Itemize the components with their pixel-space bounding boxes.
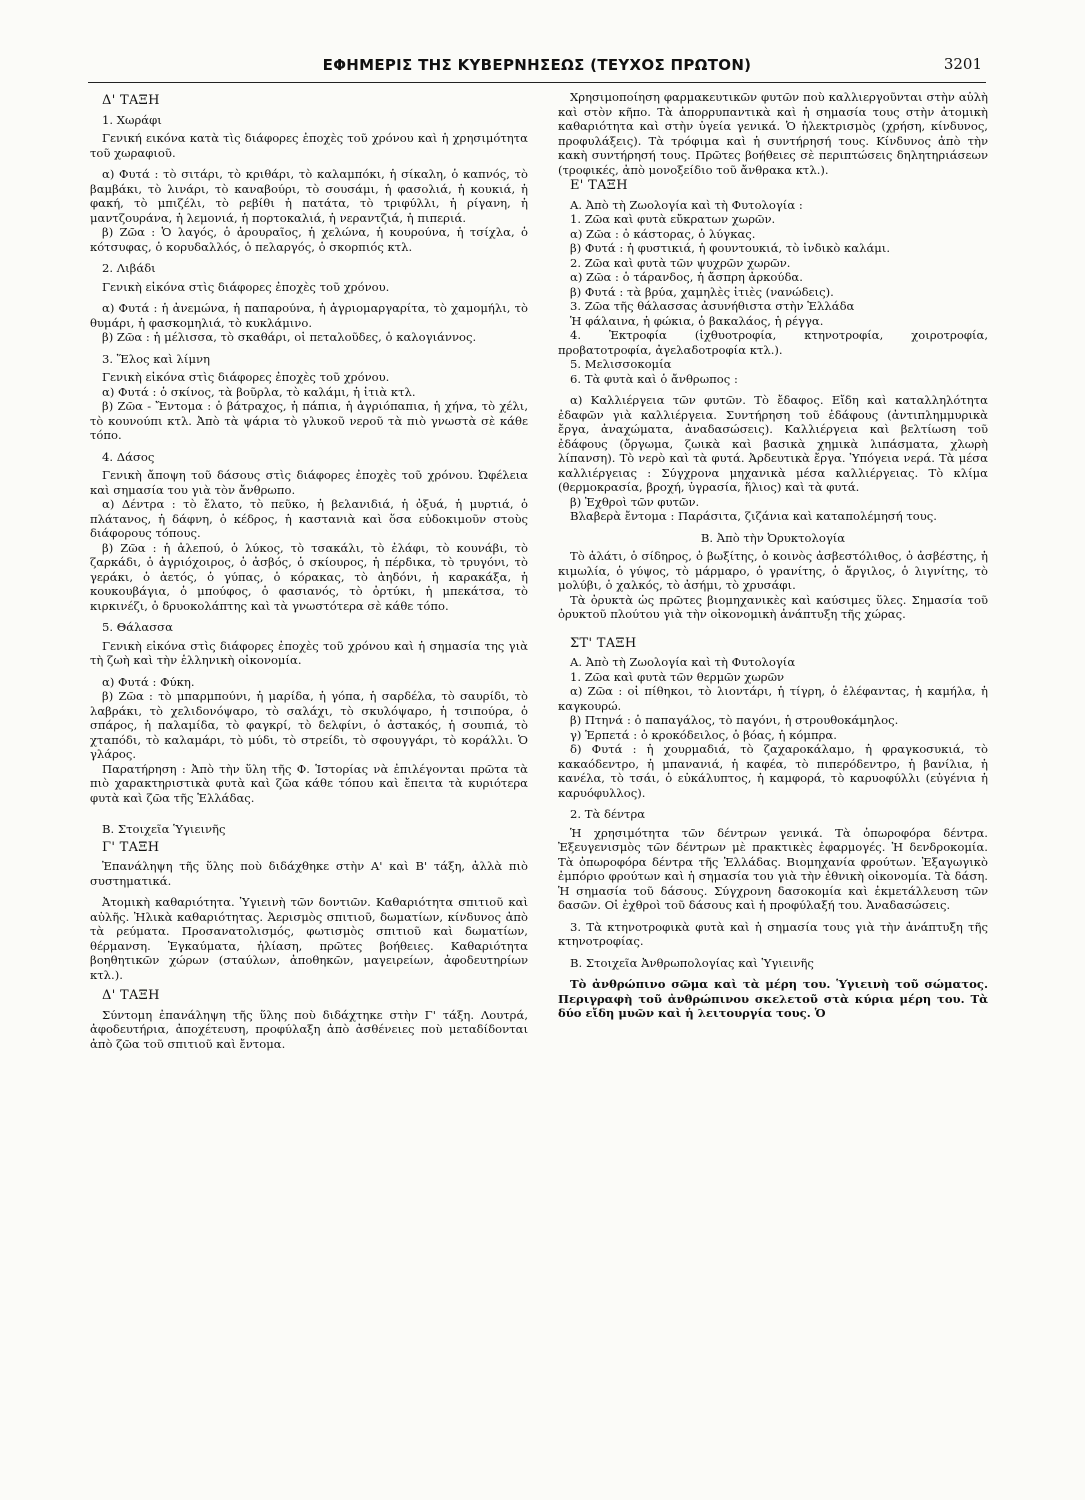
page-header (88, 52, 986, 83)
section-title: Α. Ἀπὸ τὴ Ζωολογία καὶ τὴ Φυτολογία (570, 655, 796, 669)
paragraph: Γενικὴ εἰκόνα στὶς διάφορες ἐποχὲς τοῦ χρόνου. (102, 370, 390, 384)
list-item: α) Ζῶα : ὁ κάστορας, ὁ λύγκας. (570, 226, 756, 241)
paragraph: Τὸ ἀνθρώπινο σῶμα καὶ τὰ μέρη του. Ὑγιεινὴ τοῦ σώματος. Περιγραφὴ τοῦ ἀνθρώπινου σκελετοῦ στὰ κύρια μέρη του. Τὰ δύο εἴδη μυῶν καὶ ἡ λειτουργία τους. Ὁ (558, 977, 988, 1020)
list-item: β) Φυτά : ἡ φυστικιά, ἡ φουντουκιά, τὸ ἰνδικὸ καλάμι. (570, 241, 891, 255)
list-item: 2. Ζῶα καὶ φυτὰ τῶν ψυχρῶν χωρῶν. (570, 255, 791, 270)
paragraph: Τὰ ὀρυκτὰ ὡς πρῶτες βιομηχανικὲς καὶ καύσιμες ὕλες. Σημασία τοῦ ὀρυκτοῦ πλούτου γιὰ τὴν οἰκονομικὴ ἀνάπτυξη τῆς χώρας. (558, 592, 988, 621)
section-title: 5. Θάλασσα (102, 620, 173, 634)
paragraph: β) Ζῶα : τὸ μπαρμπούνι, ἡ μαρίδα, ἡ γόπα, ἡ σαρδέλα, τὸ σαυρίδι, τὸ λαβράκι, τὸ χελιδονόψαρο, τὸ σαλάχι, τὸ σκυλόψαρο, ἡ τσιπούρα, ὁ σπάρος, ἡ παλαμίδα, τὸ φαγκρί, τὸ δελφίνι, ὁ ἀστακός, ἡ σουπιά, τὸ χταπόδι, τὸ καλαμάρι, τὸ μύδι, τὸ στρείδι, τὸ σφουγγάρι, τὸ κοράλλι. Ὁ γλάρος. (90, 689, 528, 761)
paragraph: α) Καλλιέργεια τῶν φυτῶν. Τὸ ἔδαφος. Εἴδη καὶ καταλληλότητα ἐδαφῶν γιὰ καλλιέργεια. Συντήρηση τοῦ ἐδάφους (ἀντιπλημμυρικὰ ἔργα, ἀναχώματα, ἀναδασώσεις). Καλλιέργεια καὶ βελτίωση τοῦ ἐδάφους (ὄργωμα, ζωικὰ καὶ βασικὰ χημικὰ λιπάσματα, χλωρὴ λίπανση). Τὸ νερὸ καὶ τὰ φυτά. Ἀρδευτικὰ ἔργα. Ὑπόγεια νερά. Τὰ μέσα καλλιέργειας : Σύγχρονα μηχανικὰ μέσα καλλιέργειας. Τὸ κλίμα (θερμοκρασία, βροχή, ὑγρασία, ἥλιος) καὶ τὰ φυτά. (558, 393, 988, 494)
paragraph: α) Φυτά : τὸ σιτάρι, τὸ κριθάρι, τὸ καλαμπόκι, ἡ σίκαλη, ὁ καπνός, τὸ βαμβάκι, τὸ λινάρι, τὸ καναβούρι, τὸ σουσάμι, ἡ φασολιά, ἡ κουκιά, ἡ φακή, τὸ μπιζέλι, τὸ ρεβίθι ἡ πατάτα, τὸ τριφύλλι, ἡ ρίγανη, ἡ μαντζουράνα, ἡ λεμονιά, ἡ πορτοκαλιά, ἡ νεραντζιά, ἡ πιπεριά. (90, 167, 528, 225)
list-item: γ) Ἑρπετά : ὁ κροκόδειλος, ὁ βόας, ἡ κόμπρα. (570, 727, 837, 742)
paragraph: β) Ζῶα : Ὁ λαγός, ὁ ἀρουραῖος, ἡ χελώνα, ἡ κουρούνα, ἡ τσίχλα, ὁ κότσυφας, ὁ κορυδαλλός, ὁ πελαργός, ὁ σκορπιός κτλ. (90, 225, 528, 254)
section-title: 2. Λιβάδι (102, 261, 156, 275)
section-title: 1. Χωράφι (102, 112, 162, 127)
grade-heading: Δ' ΤΑΞΗ (102, 93, 160, 108)
list-item: 6. Τὰ φυτὰ καὶ ὁ ἄνθρωπος : (570, 371, 738, 386)
list-item: 1. Ζῶα καὶ φυτὰ εὔκρατων χωρῶν. (570, 212, 776, 226)
paragraph: Γενική εικόνα κατὰ τὶς διάφορες ἐποχὲς τοῦ χρόνου καὶ ἡ χρησιμότητα τοῦ χωραφιοῦ. (90, 131, 528, 160)
paragraph: Γενικὴ εἰκόνα στὶς διάφορες ἐποχὲς τοῦ χρόνου. (102, 279, 390, 294)
right-column (558, 90, 988, 1450)
paragraph: α) Φυτά : ὁ σκίνος, τὰ βοῦρλα, τὸ καλάμι, ἡ ἰτιὰ κτλ. (102, 384, 416, 399)
grade-heading: ΣΤ' ΤΑΞΗ (570, 635, 637, 651)
paragraph: Παρατήρηση : Ἀπὸ τὴν ὕλη τῆς Φ. Ἱστορίας νὰ ἐπιλέγονται πρῶτα τὰ πιὸ χαρακτηριστικὰ φυτὰ καὶ ζῶα κάθε τόπου καὶ ἔπειτα τὰ κυριότερα φυτὰ καὶ ζῶα τῆς Ἑλλάδας. (90, 761, 528, 805)
paragraph: Γενικὴ ἄποψη τοῦ δάσους στὶς διάφορες ἐποχὲς τοῦ χρόνου. Ὠφέλεια καὶ σημασία του γιὰ τὸν ἄνθρωπο. (90, 468, 528, 497)
paragraph: Τὸ ἁλάτι, ὁ σίδηρος, ὁ βωξίτης, ὁ κοινὸς ἀσβεστόλιθος, ὁ ἀσβέστης, ἡ κιμωλία, ὁ γύψος, τὸ μάρμαρο, ὁ γρανίτης, ὁ ἄργιλος, ὁ λιγνίτης, τὸ μολύβι, ὁ χαλκός, τὸ ἀσήμι, τὸ χρυσάφι. (558, 549, 988, 592)
grade-heading: Ε' ΤΑΞΗ (570, 178, 628, 193)
list-item: δ) Φυτά : ἡ χουρμαδιά, τὸ ζαχαροκάλαμο, ἡ φραγκοσυκιά, τὸ κακαόδεντρο, ἡ μπανανιά, ἡ καφέα, τὸ πιπερόδεντρο, ἡ βανίλια, ἡ κανέλα, τὸ τσάι, ὁ εὐκάλυπτος, ἡ καμφορά, τὸ καρυοφύλλι (εὐγένια ἡ καρυόφυλλος). (558, 742, 988, 800)
list-item: 3. Ζῶα τῆς θάλασσας ἀσυνήθιστα στὴν Ἑλλάδα (570, 299, 855, 313)
grade-heading: Γ' ΤΑΞΗ (102, 839, 160, 855)
paragraph: β) Ζῶα : ἡ ἀλεπού, ὁ λύκος, τὸ τσακάλι, τὸ ἐλάφι, τὸ κουνάβι, τὸ ζαρκάδι, ὁ ἀγριόχοιρος, ὁ ἀσβός, ὁ σκίουρος, ἡ πέρδικα, τὸ τρυγόνι, τὸ γεράκι, ὁ ἀετός, ὁ γύπας, ὁ κόρακας, τὸ ἀηδόνι, ἡ καρακάξα, ἡ κουκουβάγια, ὁ μπούφος, ὁ φασιανός, τὸ ὀρτύκι, ἡ μπεκάτσα, τὸ κιρκινέζι, ὁ δρυοκολάπτης καὶ τὰ γνωστότερα σὲ κάθε τόπο. (90, 540, 528, 613)
paragraph: Ἀτομικὴ καθαριότητα. Ὑγιεινὴ τῶν δοντιῶν. Καθαριότητα σπιτιοῦ καὶ αὐλῆς. Ἠλικὰ καθαριότητας. Ἀερισμὸς σπιτιοῦ, δωματίων, κίνδυνος ἀπὸ τὰ ρεύματα. Προσανατολισμός, φωτισμὸς σπιτιοῦ καὶ δωματίων, θέρμανση. Ἐγκαύματα, ἡλίαση, πρῶτες βοήθειες. Καθαριότητα βοηθητικῶν χώρων (σταύλων, ἀποθηκῶν, μαγειρείων, ἀφοδευτηρίων κτλ.). (90, 895, 528, 982)
list-item: 4. Ἐκτροφία (ἰχθυοτροφία, κτηνοτροφία, χοιροτροφία, προβατοτροφία, ἀγελαδοτροφία κτλ.). (558, 328, 988, 357)
gazette-title: ΕΦΗΜΕΡΙΣ ΤΗΣ ΚΥΒΕΡΝΗΣΕΩΣ (ΤΕΥΧΟΣ ΠΡΩΤΟΝ) (322, 56, 752, 74)
list-item: Ἡ φάλαινα, ἡ φώκια, ὁ βακαλάος, ἡ ρέγγα. (570, 313, 824, 328)
section-title: Β. Στοιχεῖα Ἀνθρωπολογίας καὶ Ὑγιεινῆς (570, 955, 814, 970)
paragraph: β) Ζῶα : ἡ μέλισσα, τὸ σκαθάρι, οἱ πεταλοῦδες, ὁ καλογιάννος. (102, 330, 477, 344)
section-title: Β. Ἀπὸ τὴν Ὀρυκτολογία (700, 530, 846, 545)
page-number: 3201 (943, 55, 982, 73)
paragraph: β) Ζῶα - Ἔντομα : ὁ βάτραχος, ἡ πάπια, ἡ ἀγριόπαπια, ἡ χήνα, τὸ χέλι, τὸ κουνούπι κτλ. Ἀπὸ τὰ ψάρια τὸ γλυκοῦ νεροῦ τὰ πιὸ γνωστὰ σὲ κάθε τόπο. (90, 399, 528, 442)
section-title: 3. Ἕλος καὶ λίμνη (102, 351, 210, 366)
list-item: α) Ζῶα : οἱ πίθηκοι, τὸ λιοντάρι, ἡ τίγρη, ὁ ἐλέφαντας, ἡ καμήλα, ἡ καγκουρώ. (558, 684, 988, 713)
list-item: β) Φυτά : τὰ βρύα, χαμηλὲς ἰτιὲς (νανώδεις). (570, 284, 834, 299)
grade-heading: Δ' ΤΑΞΗ (102, 988, 160, 1003)
paragraph: Ἐπανάληψη τῆς ὕλης ποὺ διδάχθηκε στὴν Α' καὶ Β' τάξη, ἀλλὰ πιὸ συστηματικά. (90, 859, 528, 888)
paragraph: Σύντομη ἐπανάληψη τῆς ὕλης ποὺ διδάχτηκε στὴν Γ' τάξη. Λουτρά, ἀφοδευτήρια, ἀποχέτευση, προφύλαξη ἀπὸ ἀσθένειες ποὺ μεταδίδονται ἀπὸ ζῶα τοῦ σπιτιοῦ καὶ ἔντομα. (90, 1007, 528, 1051)
paragraph: α) Δέντρα : τὸ ἔλατο, τὸ πεῦκο, ἡ βελανιδιά, ἡ ὀξυά, ἡ μυρτιά, ὁ πλάτανος, ἡ δάφνη, ὁ κέδρος, ἡ καστανιὰ καὶ ὅσα εὐδοκιμοῦν στοὺς διάφορους τόπους. (90, 497, 528, 540)
paragraph: α) Φυτά : ἡ ἀνεμώνα, ἡ παπαρούνα, ἡ ἀγριομαργαρίτα, τὸ χαμομήλι, τὸ θυμάρι, ἡ φασκομηλιά, τὸ κυκλάμινο. (90, 301, 528, 330)
list-item: β) Πτηνά : ὁ παπαγάλος, τὸ παγόνι, ἡ στρουθοκάμηλος. (570, 713, 899, 727)
section-title: 2. Τὰ δέντρα (570, 807, 646, 821)
left-column (90, 92, 528, 1452)
paragraph: 3. Τὰ κτηνοτροφικὰ φυτὰ καὶ ἡ σημασία τους γιὰ τὴν ἀνάπτυξη τῆς κτηνοτροφίας. (558, 919, 988, 948)
section-title: Β. Στοιχεῖα Ὑγιεινῆς (102, 822, 226, 836)
list-item: 1. Ζῶα καὶ φυτὰ τῶν θερμῶν χωρῶν (570, 669, 785, 684)
paragraph: α) Φυτά : Φύκη. (102, 674, 195, 689)
paragraph: Ἡ χρησιμότητα τῶν δέντρων γενικά. Τὰ ὀπωροφόρα δέντρα. Ἐξευγενισμὸς τῶν δέντρων μὲ πρακτικὲς ἐφαρμογές. Ἡ δενδροκομία. Τὰ ὀπωροφόρα δέντρα τῆς Ἑλλάδας. Βιομηχανία φρούτων. Ἐξαγωγικὸ ἐμπόριο φρούτων καὶ ἡ σημασία του γιὰ τὴν ἐθνικὴ οἰκονομία. Τὰ δάση. Ἡ σημασία τοῦ δάσους. Σύγχρονη δασοκομία καὶ ἐκμετάλλευση τῶν δασῶν. Οἱ ἐχθροὶ τοῦ δάσους καὶ ἡ προφύλαξή του. Ἀναδασώσεις. (558, 825, 988, 912)
section-title: Α. Ἀπὸ τὴ Ζωολογία καὶ τὴ Φυτολογία : (570, 197, 803, 212)
paragraph: Βλαβερὰ ἔντομα : Παράσιτα, ζιζάνια καὶ καταπολέμησή τους. (570, 509, 937, 523)
section-title: 4. Δάσος (102, 449, 155, 464)
list-item: β) Ἐχθροὶ τῶν φυτῶν. (570, 494, 700, 509)
list-item: 5. Μελισσοκομία (570, 357, 672, 371)
list-item: α) Ζῶα : ὁ τάρανδος, ἡ ἄσπρη ἀρκούδα. (570, 270, 803, 284)
paragraph: Γενικὴ εἰκόνα στὶς διάφορες ἐποχὲς τοῦ χρόνου καὶ ἡ σημασία της γιὰ τὴ ζωὴ καὶ τὴν ἑλληνικὴ οἰκονομία. (90, 638, 528, 667)
paragraph: Χρησιμοποίηση φαρμακευτικῶν φυτῶν ποὺ καλλιεργοῦνται στὴν αὐλὴ καὶ στὸν κῆπο. Τὰ ἀπορρυπαντικὰ καὶ ἡ σημασία τους στὴν ἀτομικὴ καθαριότητα καὶ στὴν ὑγεία γενικά. Ὁ ἠλεκτρισμὸς (χρήση, κίνδυνος, προφυλάξεις). Τὰ τρόφιμα καὶ ἡ συντήρησή τους. Κίνδυνος ἀπὸ τὴν κακὴ συντήρησή τους. Πρῶτες βοήθειες σὲ περιπτώσεις δηλητηριάσεων (τροφικές, ἀπὸ μονοξείδιο τοῦ ἄνθρακα κτλ.). (558, 90, 988, 177)
